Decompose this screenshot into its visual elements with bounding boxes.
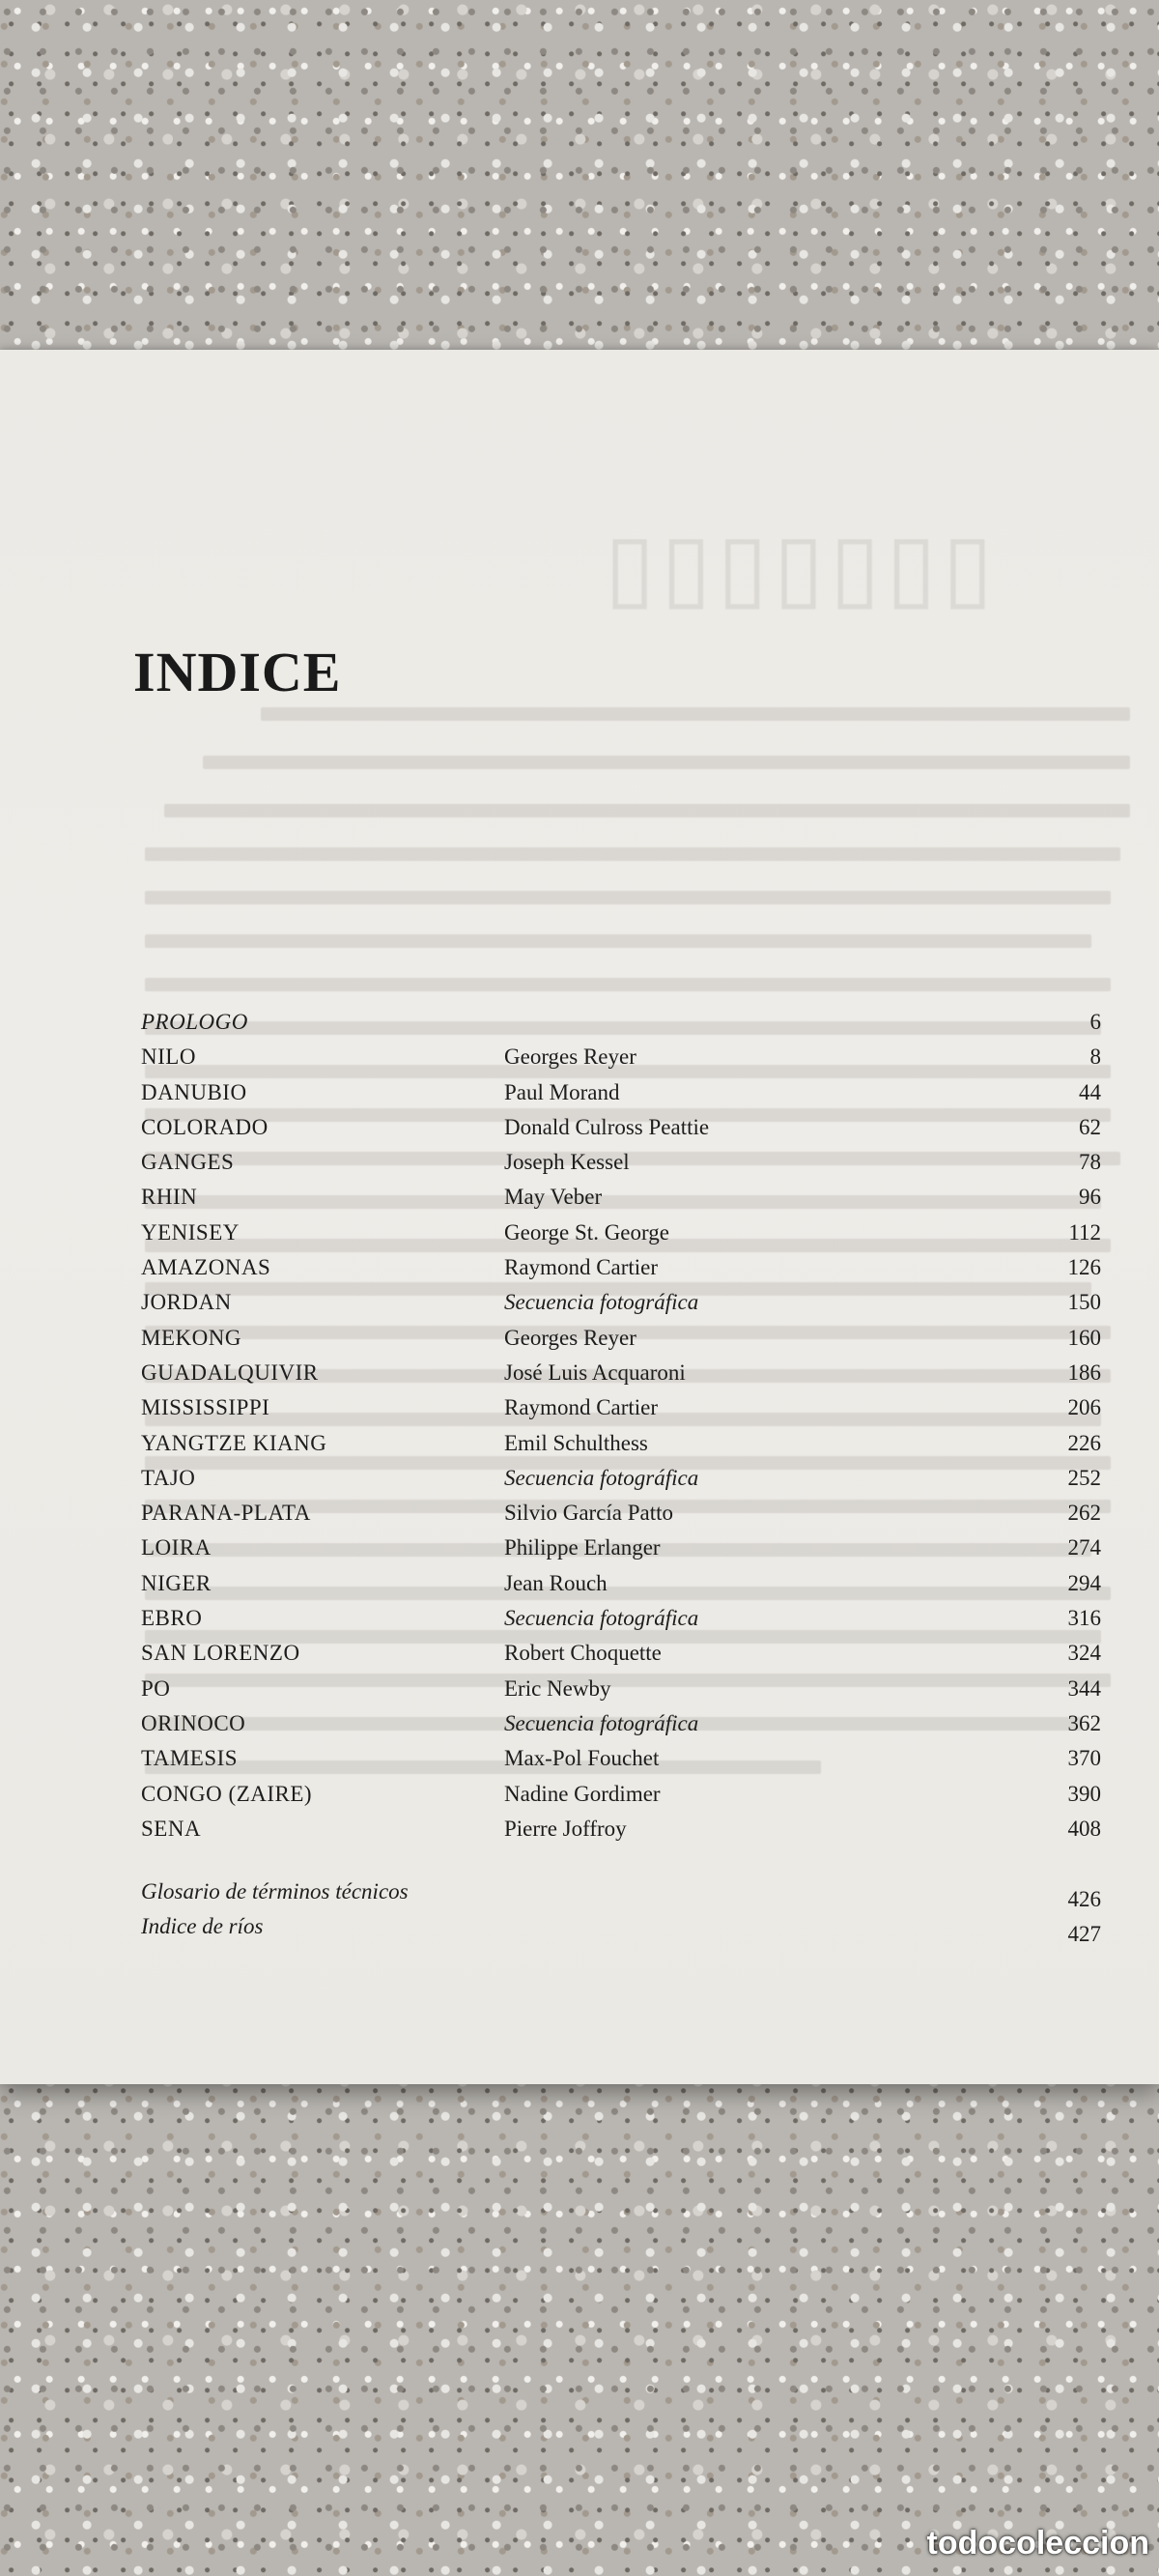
toc-entry	[141, 1080, 1101, 1115]
author-name: Secuencia fotográfica	[504, 1290, 699, 1315]
ghost-line	[203, 756, 1130, 769]
toc-entry	[141, 1501, 1101, 1535]
toc-entry	[141, 1220, 1101, 1255]
appendix-list	[141, 1879, 1101, 1949]
river-name: PROLOGO	[141, 1010, 248, 1034]
river-name: AMAZONAS	[141, 1255, 271, 1280]
author-name: May Veber	[504, 1185, 603, 1210]
ghost-line	[145, 978, 1111, 991]
appendix-label: Indice de ríos	[141, 1914, 264, 1938]
book-page	[0, 350, 1159, 2084]
ghost-line	[145, 891, 1111, 904]
author-name: Philippe Erlanger	[504, 1535, 661, 1560]
page-number: 370	[1067, 1746, 1101, 1771]
page-number: 324	[1067, 1641, 1101, 1666]
author-name: Max-Pol Fouchet	[504, 1746, 660, 1771]
page-number: 8	[1089, 1045, 1101, 1070]
table-of-contents	[141, 1010, 1101, 1851]
toc-entry	[141, 1817, 1101, 1851]
author-name: Jean Rouch	[504, 1570, 608, 1595]
author-name: Donald Culross Peattie	[504, 1114, 710, 1139]
ghost-heading: ▯▯▯▯▯▯▯	[599, 516, 993, 618]
toc-entry	[141, 1711, 1101, 1746]
toc-entry	[141, 1150, 1101, 1185]
page-number: 226	[1067, 1430, 1101, 1455]
author-name: Eric Newby	[504, 1675, 611, 1701]
page-number: 78	[1079, 1150, 1101, 1175]
appendix-entry	[141, 1879, 1101, 1914]
page-number: 262	[1067, 1501, 1101, 1526]
toc-entry	[141, 1535, 1101, 1570]
author-name: Nadine Gordimer	[504, 1781, 661, 1806]
river-name: SAN LORENZO	[141, 1641, 300, 1666]
toc-entry	[141, 1326, 1101, 1360]
page-number: 62	[1079, 1114, 1101, 1139]
river-name: TAMESIS	[141, 1746, 239, 1771]
river-name: GUADALQUIVIR	[141, 1360, 319, 1385]
toc-entry	[141, 1115, 1101, 1150]
author-name: Georges Reyer	[504, 1045, 636, 1070]
toc-entry	[141, 1360, 1101, 1395]
toc-entry	[141, 1255, 1101, 1290]
toc-entry	[141, 1045, 1101, 1079]
author-name: Secuencia fotográfica	[504, 1606, 699, 1631]
river-name: LOIRA	[141, 1535, 212, 1560]
page-number: 126	[1067, 1255, 1101, 1280]
page-number: 112	[1068, 1219, 1101, 1245]
river-name: CONGO (ZAIRE)	[141, 1781, 313, 1806]
page-number: 206	[1067, 1395, 1101, 1420]
page-number: 160	[1067, 1325, 1101, 1350]
river-name: TAJO	[141, 1465, 196, 1490]
river-name: RHIN	[141, 1185, 198, 1210]
author-name: Silvio García Patto	[504, 1501, 674, 1526]
toc-entry	[141, 1185, 1101, 1219]
river-name: PO	[141, 1675, 171, 1701]
toc-entry	[141, 1290, 1101, 1325]
river-name: YENISEY	[141, 1219, 240, 1245]
author-name: Emil Schulthess	[504, 1430, 648, 1455]
river-name: JORDAN	[141, 1290, 232, 1315]
author-name: Secuencia fotográfica	[504, 1465, 699, 1490]
page-number: 390	[1067, 1781, 1101, 1806]
page-title: INDICE	[133, 641, 342, 703]
author-name: George St. George	[504, 1219, 669, 1245]
author-name: Paul Morand	[504, 1079, 620, 1104]
author-name: Georges Reyer	[504, 1325, 636, 1350]
watermark-logo: todocoleccion	[926, 2525, 1149, 2562]
ghost-line	[145, 847, 1120, 861]
toc-entry	[141, 1676, 1101, 1711]
ghost-line	[261, 707, 1130, 721]
author-name: José Luis Acquaroni	[504, 1360, 686, 1385]
river-name: YANGTZE KIANG	[141, 1430, 327, 1455]
ghost-line	[164, 804, 1130, 817]
ghost-line	[145, 934, 1091, 948]
river-name: COLORADO	[141, 1114, 269, 1139]
author-name: Raymond Cartier	[504, 1255, 659, 1280]
toc-entry	[141, 1395, 1101, 1430]
author-name: Robert Choquette	[504, 1641, 662, 1666]
toc-entry	[141, 1431, 1101, 1466]
toc-entry	[141, 1641, 1101, 1675]
appendix-entry	[141, 1914, 1101, 1949]
river-name: EBRO	[141, 1606, 203, 1631]
river-name: PARANA-PLATA	[141, 1501, 311, 1526]
page-number: 274	[1067, 1535, 1101, 1560]
page-number: 150	[1067, 1290, 1101, 1315]
page-number: 344	[1067, 1675, 1101, 1701]
author-name: Secuencia fotográfica	[504, 1710, 699, 1735]
river-name: NILO	[141, 1045, 196, 1070]
river-name: ORINOCO	[141, 1710, 246, 1735]
page-number: 316	[1067, 1606, 1101, 1631]
toc-entry	[141, 1571, 1101, 1606]
author-name: Joseph Kessel	[504, 1150, 630, 1175]
page-number: 44	[1079, 1079, 1101, 1104]
page-number: 362	[1067, 1710, 1101, 1735]
author-name: Pierre Joffroy	[504, 1816, 627, 1841]
page-number: 426	[1067, 1887, 1101, 1911]
page-number: 186	[1067, 1360, 1101, 1385]
river-name: NIGER	[141, 1570, 212, 1595]
toc-entry	[141, 1010, 1101, 1045]
page-number: 96	[1079, 1185, 1101, 1210]
page-number: 294	[1067, 1570, 1101, 1595]
toc-entry	[141, 1746, 1101, 1781]
river-name: SENA	[141, 1816, 202, 1841]
page-number: 427	[1067, 1922, 1101, 1946]
river-name: MISSISSIPPI	[141, 1395, 270, 1420]
page-number: 408	[1067, 1816, 1101, 1841]
appendix-label: Glosario de términos técnicos	[141, 1879, 409, 1903]
page-number: 6	[1089, 1010, 1101, 1034]
page-number: 252	[1067, 1465, 1101, 1490]
toc-entry	[141, 1782, 1101, 1817]
toc-entry	[141, 1606, 1101, 1641]
toc-entry	[141, 1466, 1101, 1501]
river-name: GANGES	[141, 1150, 235, 1175]
river-name: MEKONG	[141, 1325, 241, 1350]
author-name: Raymond Cartier	[504, 1395, 659, 1420]
river-name: DANUBIO	[141, 1079, 247, 1104]
